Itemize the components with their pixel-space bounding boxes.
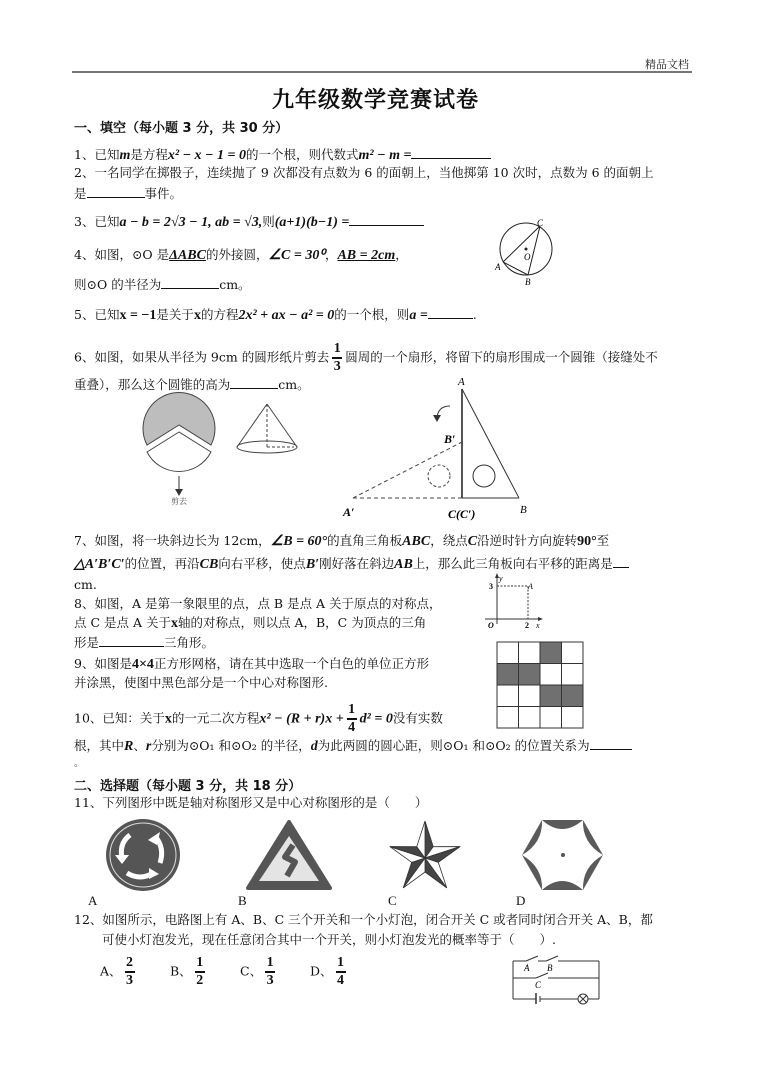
switch-c [536, 973, 548, 978]
choice-b: B、 $\frac{1}{2}$ [170, 955, 204, 988]
grid-cell-shaded [562, 685, 584, 707]
cut-label: 剪去 [171, 497, 187, 505]
grid-cell-white [562, 664, 584, 686]
grid-cell-shaded [540, 685, 562, 707]
grid-cell-white [562, 642, 584, 664]
question-7-line-3: cm. [74, 577, 97, 592]
question-8-line-3: 形是 三角形。 [74, 635, 215, 650]
grid-cell-white [540, 664, 562, 686]
rotated-hole [428, 465, 450, 487]
grid-cell-white [497, 685, 519, 707]
option-label-c: C [388, 893, 397, 908]
cone-right-side [267, 404, 297, 447]
square-grid-figure [496, 641, 586, 731]
option-label-b: B [238, 893, 247, 908]
answer-blank [99, 634, 164, 647]
answer-blank [161, 276, 219, 289]
question-7-line-2: △A′B′C′的位置，再沿CB向右平移，使点B′刚好落在斜边AB上，那么此三角板向右平移的距离是 [74, 555, 629, 573]
label-a-prime: A′ [343, 505, 355, 519]
choice-c: C、 $\frac{1}{3}$ [240, 955, 274, 988]
fraction-one-third: $\frac{1}{3}$ [333, 341, 341, 374]
grid-cell-white [562, 707, 584, 729]
label-b: B [525, 277, 531, 287]
grid-cell-shaded [519, 664, 541, 686]
option-d-umbrella [520, 818, 605, 893]
center-dot [561, 853, 565, 857]
question-10-line-3: 。 [74, 759, 84, 769]
page-title: 九年级数学竞赛试卷 [272, 88, 480, 113]
switch-a [526, 956, 538, 961]
fraction-one-quarter: $\frac{1}{4}$ [348, 702, 356, 735]
cut-arrow-head [175, 489, 183, 496]
label-a: A [458, 376, 465, 388]
question-12-line-1: 12、如图所示，电路图上有 A、B、C 三个开关和一个小灯泡，闭合开关 C 或者同时闭合开关 A、B，都 [74, 912, 653, 927]
question-10-line-1: 10、已知：关于x的一元二次方程x² − (R + r)x + $\frac{1}{4}$ d² = 0没有实数 [74, 702, 443, 735]
grid-cell-white [497, 707, 519, 729]
cone-figure [232, 400, 302, 462]
label-switch-a: A [524, 963, 530, 973]
question-8-line-2: 点 C 是点 A 关于x轴的对称点，则以点 A，B，C 为顶点的三角 [74, 615, 427, 631]
circumcircle-figure [490, 215, 570, 290]
segment-ac [503, 226, 540, 262]
question-4-line-1: 4、如图，⊙O 是ΔABC的外接圆，∠C = 30⁰，AB = 2cm， [74, 247, 408, 263]
label-switch-c: C [535, 980, 542, 990]
label-o: O [524, 252, 531, 262]
question-2-line-2: 是 事件。 [74, 186, 183, 201]
label-o: O [488, 621, 494, 630]
grid-cell-white [519, 685, 541, 707]
tick-3: 3 [489, 582, 493, 591]
label-b-prime: B′ [444, 432, 456, 446]
question-9-line-2: 并涂黑，使图中黑色部分是一个中心对称图形. [74, 675, 328, 690]
question-3: 3、已知a − b = 2√3 − 1, ab = √3,则(a+1)(b−1) = [74, 213, 424, 231]
grid-cell-shaded [540, 642, 562, 664]
question-12-choices [100, 956, 380, 988]
question-4-line-2: 则⊙O 的半径为 cm。 [74, 277, 251, 292]
question-11: 11、下列图形中既是轴对称图形又是中心对称图形的是（ ） [74, 795, 428, 810]
label-c: C [537, 218, 544, 228]
label-a: A [495, 262, 501, 272]
option-b-curve-sign [245, 818, 333, 893]
question-2-line-1: 2、一名同学在掷骰子，连续抛了 9 次都没有点数为 6 的面朝上，当他掷第 10 次时，点数为 6 的面朝上 [74, 165, 654, 180]
header-tag: 精品文档 [645, 58, 689, 71]
question-8-line-1: 8、如图，A 是第一象限里的点，点 B 是点 A 关于原点的对称点， [74, 596, 442, 611]
choice-d: D、 $\frac{1}{4}$ [310, 955, 345, 988]
label-x: x [536, 621, 540, 630]
question-6-line-1: 6、如图，如果从半径为 9cm 的圆形纸片剪去 $\frac{1}{3}$ 圆周的一个扇形，将留下的扇形围成一个圆锥（接缝处不 [74, 341, 658, 374]
coordinate-figure [480, 572, 550, 632]
answer-blank [349, 213, 424, 226]
switch-b [546, 956, 558, 961]
label-a: A [528, 582, 533, 591]
option-label-d: D [516, 893, 526, 908]
grid-cell-shaded [497, 664, 519, 686]
option-c-star [385, 818, 465, 893]
question-7-line-1: 7、如图，将一块斜边长为 12cm，∠B = 60°的直角三角板ABC，绕点C沿逆时针方向旋转90°至 [74, 533, 610, 549]
question-12-line-2: 可使小灯泡发光，现在任意闭合其中一个开关，则小灯泡发光的概率等于（ ）. [102, 932, 556, 947]
option-a-roundabout-sign [105, 818, 185, 893]
segment-bc [528, 226, 540, 275]
label-y: y [499, 574, 503, 583]
section-1-heading: 一、填空（每小题 3 分，共 30 分） [74, 121, 289, 136]
answer-blank [230, 376, 278, 389]
triangle-rotation-figure [340, 370, 540, 530]
choice-a: A、 $\frac{2}{3}$ [100, 955, 134, 988]
side-a-prime-b-prime [353, 442, 462, 498]
answer-blank [590, 737, 632, 750]
grid-cell-white [519, 642, 541, 664]
grid-cell-white [497, 642, 519, 664]
label-b: B [520, 504, 527, 516]
circuit-diagram [508, 955, 603, 1005]
grid-cell-white [519, 707, 541, 729]
question-5: 5、已知x = −1是关于x的方程2x² + ax − a² = 0的一个根，则a = . [74, 307, 477, 323]
label-switch-b: B [547, 963, 553, 973]
answer-blank [428, 306, 473, 319]
center-point [525, 248, 528, 251]
header-rule [72, 71, 692, 73]
triangle-hole [473, 465, 495, 487]
answer-blank [613, 555, 629, 568]
answer-blank [87, 185, 145, 198]
label-c-c-prime: C(C′) [448, 507, 476, 521]
grid-cell-white [540, 707, 562, 729]
tick-2: 2 [525, 621, 529, 630]
question-1: 1、已知m是方程x² − x − 1 = 0的一个根，则代数式m² − m = [74, 146, 491, 164]
rotation-arrow-head [433, 415, 441, 422]
section-2-heading: 二、选择题（每小题 3 分，共 18 分） [74, 779, 302, 794]
cone-left-side [237, 404, 267, 447]
side-ab [462, 389, 519, 498]
question-6-line-2: 重叠），那么这个圆锥的高为 cm。 [74, 377, 310, 392]
answer-blank [411, 146, 491, 159]
remaining-sector [143, 393, 215, 445]
question-9-line-1: 9、如图是4×4正方形网格，请在其中选取一个白色的单位正方形 [74, 656, 429, 672]
option-label-a: A [88, 893, 98, 908]
question-10-line-2: 根，其中R、r分别为⊙O₁ 和⊙O₂ 的半径，d为此两圆的圆心距，则⊙O₁ 和⊙O₂ 的位置关系为 [74, 737, 632, 755]
